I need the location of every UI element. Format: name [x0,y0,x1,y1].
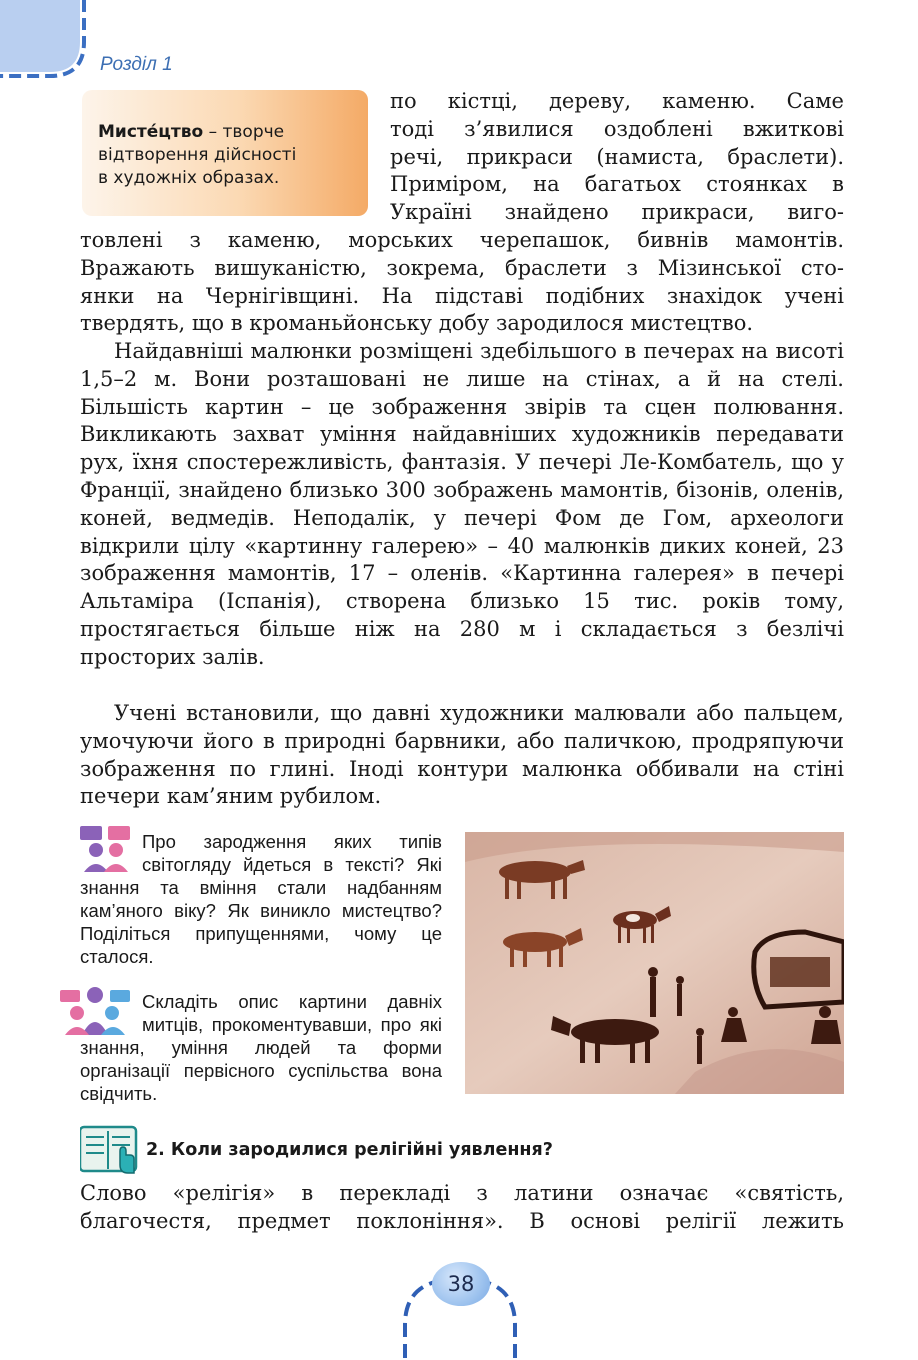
definition-term: Мисте́цтво [98,122,204,142]
question-1: Про зародження яких типів світогляду йдеться в тексті? Які знання та вміння стали надбанням кам’яного віку? Як виникло мистецтво? Поділіться припущеннями, чому це сталося. [80,831,442,967]
section-heading: 2. Коли зародилися релігійні уявлення? [146,1140,553,1160]
paragraph-2: Найдавніші малюнки розміщені здебільшого в печерах на висоті 1,5–2 м. Вони розташовані не лише на стінах, а й на стелі. Більшість картин – це зображення звірів та сцен полювання. Викликають захват уміння найдавніших художників передавати рух, їхня спостережливість, фантазія. У печері Ле-Комбатель, що у Франції, знайдено близько 300 зображень мамонтів, бізонів, оленів, коней, ведмедів. Неподалік, у печері Фом де Гом, археологи відкрили цілу «картинну галерею» – 40 малюнків диких коней, 23 зображення мамонтів, 17 – оленів. «Картинна галерея» в печері Альтаміра (Іспанія), створена близько 15 тис. років тому, простягається більше ніж на 280 м і складається з безлічі просторих залів. [80,339,844,669]
paragraph-4: Слово «релігія» в перекладі з латини означає «святість, благочестя, предмет поклоніння». В основі релігії лежить [80,1181,844,1233]
section-label: Розділ 1 [100,54,173,75]
definition-text: Мисте́цтво – творче відтворення дійсності в художніх образах. [98,122,297,188]
reading-book-icon [80,1125,138,1175]
page-number: 38 [432,1262,490,1306]
question-2: Складіть опис картини давніх митців, прокоментувавши, про які знання, уміння людей та форми організації первісного суспільства вона свідчить. [80,991,442,1104]
cave-painting-image [465,832,844,1094]
paragraph-3: Учені встановили, що давні художники малювали або пальцем, умочуючи його в природні барвники, або паличкою, продряпуючи зображення по глині. Іноді контури малюнка оббивали на стіні печери кам’яним рубилом. [80,701,844,809]
corner-decoration [0,0,95,82]
